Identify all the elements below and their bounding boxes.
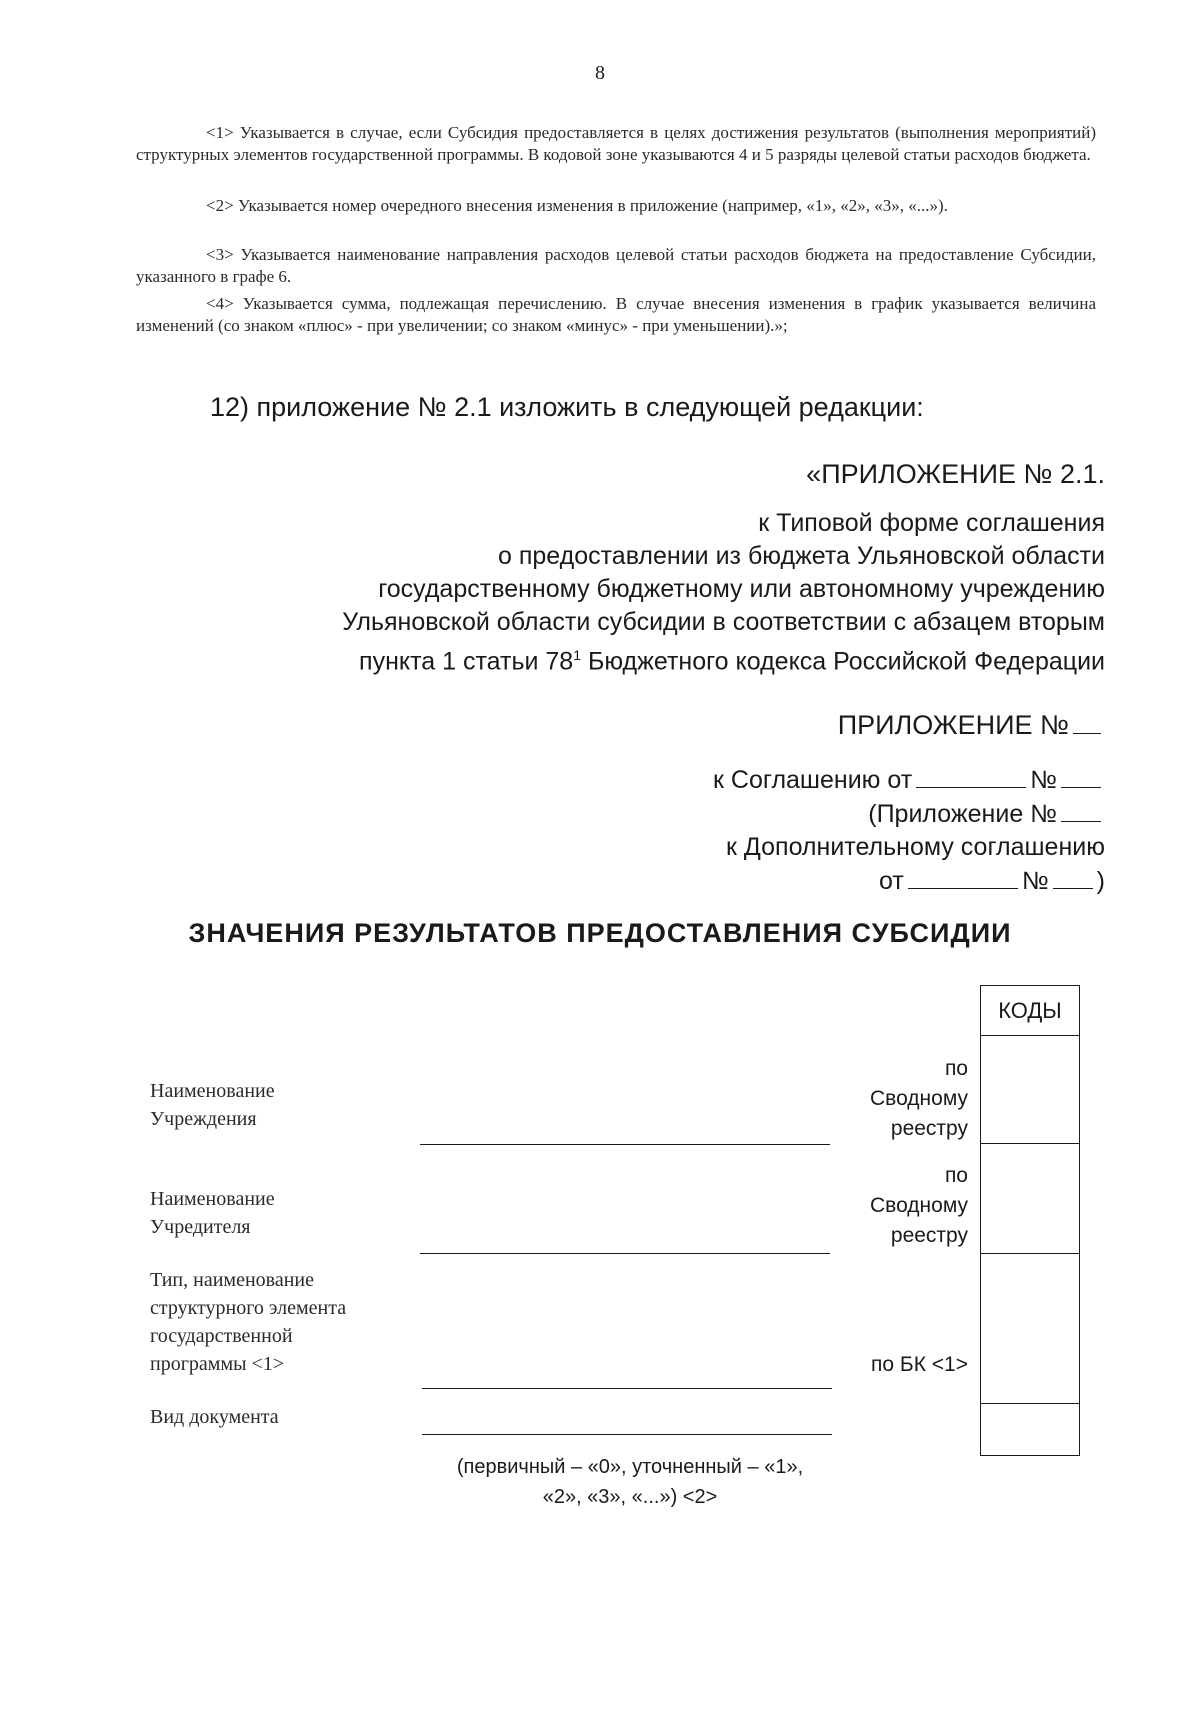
code-cell-bk[interactable] <box>981 1254 1080 1404</box>
code-cell-institution[interactable] <box>981 1036 1080 1144</box>
footnote-3: <3> Указывается наименование направления расходов целевой статьи расходов бюджета на предоставление Субсидии, указанного в графе 6. <box>136 245 1096 286</box>
field-line-founder[interactable] <box>420 1253 830 1254</box>
agreement-ref: к Соглашению от № <box>713 763 1105 797</box>
form-title: ЗНАЧЕНИЯ РЕЗУЛЬТАТОВ ПРЕДОСТАВЛЕНИЯ СУБСИДИИ <box>188 918 1012 948</box>
additional-date-blank <box>908 864 1018 889</box>
code-label-institution: по Сводному реестру <box>869 1057 968 1140</box>
item-12-text: 12) приложение № 2.1 изложить в следующей редакции: <box>210 392 924 422</box>
codes-header: КОДЫ <box>981 986 1080 1036</box>
page-number: 8 <box>595 62 605 84</box>
attachment-refs <box>713 763 1105 898</box>
doc-type-note: (первичный – «0», уточненный – «1», «2», «3», «...») <2> <box>456 1456 804 1508</box>
attachment-number-blank <box>1073 707 1101 734</box>
field-label-doc-type: Вид документа <box>150 1406 279 1428</box>
field-line-program-element[interactable] <box>422 1388 832 1389</box>
footnote-4: <4> Указывается сумма, подлежащая перечислению. В случае внесения изменения в график указывается величина изменений (со знаком «плюс» - при увеличении; со знаком «минус» - при уменьшении).»; <box>136 294 1096 335</box>
attachment-paren-blank <box>1061 797 1101 822</box>
attachment-paren-ref: (Приложение № <box>713 797 1105 831</box>
code-label-bk: по БК <1> <box>871 1353 968 1376</box>
additional-agreement-ref: к Дополнительному соглашению <box>726 833 1105 861</box>
agreement-number-blank <box>1061 763 1101 788</box>
field-label-founder: Наименование Учредителя <box>150 1188 275 1238</box>
codes-table <box>980 985 1080 1456</box>
footnote-2: <2> Указывается номер очередного внесения изменения в приложение (например, «1», «2», «3», «...»). <box>206 196 948 215</box>
field-label-institution: Наименование Учреждения <box>150 1080 275 1130</box>
attachment-heading: ПРИЛОЖЕНИЕ № <box>838 707 1105 742</box>
code-cell-founder[interactable] <box>981 1144 1080 1254</box>
field-line-institution[interactable] <box>420 1144 830 1145</box>
appendix-caption: к Типовой форме соглашения о предоставлении из бюджета Ульяновской области государственному бюджетному или автономному учреждению Ульяновской области субсидии в соответствии с абзацем вторым пункта 1 статьи $78^1$ Бюджетного кодекса Российской Федерации <box>342 509 1105 676</box>
additional-date-ref: от № ) <box>713 864 1105 898</box>
field-line-doc-type[interactable] <box>422 1434 832 1435</box>
additional-number-blank <box>1053 864 1093 889</box>
code-label-founder: по Сводному реестру <box>869 1164 968 1247</box>
agreement-date-blank <box>916 763 1026 788</box>
appendix-heading: «ПРИЛОЖЕНИЕ № 2.1. <box>806 459 1105 489</box>
footnote-1: <1> Указывается в случае, если Субсидия предоставляется в целях достижения результатов (выполнения мероприятий) структурных элементов государственной программы. В кодовой зоне указываются 4 и 5 разряды целевой статьи расходов бюджета. <box>136 123 1096 164</box>
field-label-program-element: Тип, наименование структурного элемента государственной программы <1> <box>150 1269 347 1375</box>
code-cell-doc-type[interactable] <box>981 1404 1080 1456</box>
